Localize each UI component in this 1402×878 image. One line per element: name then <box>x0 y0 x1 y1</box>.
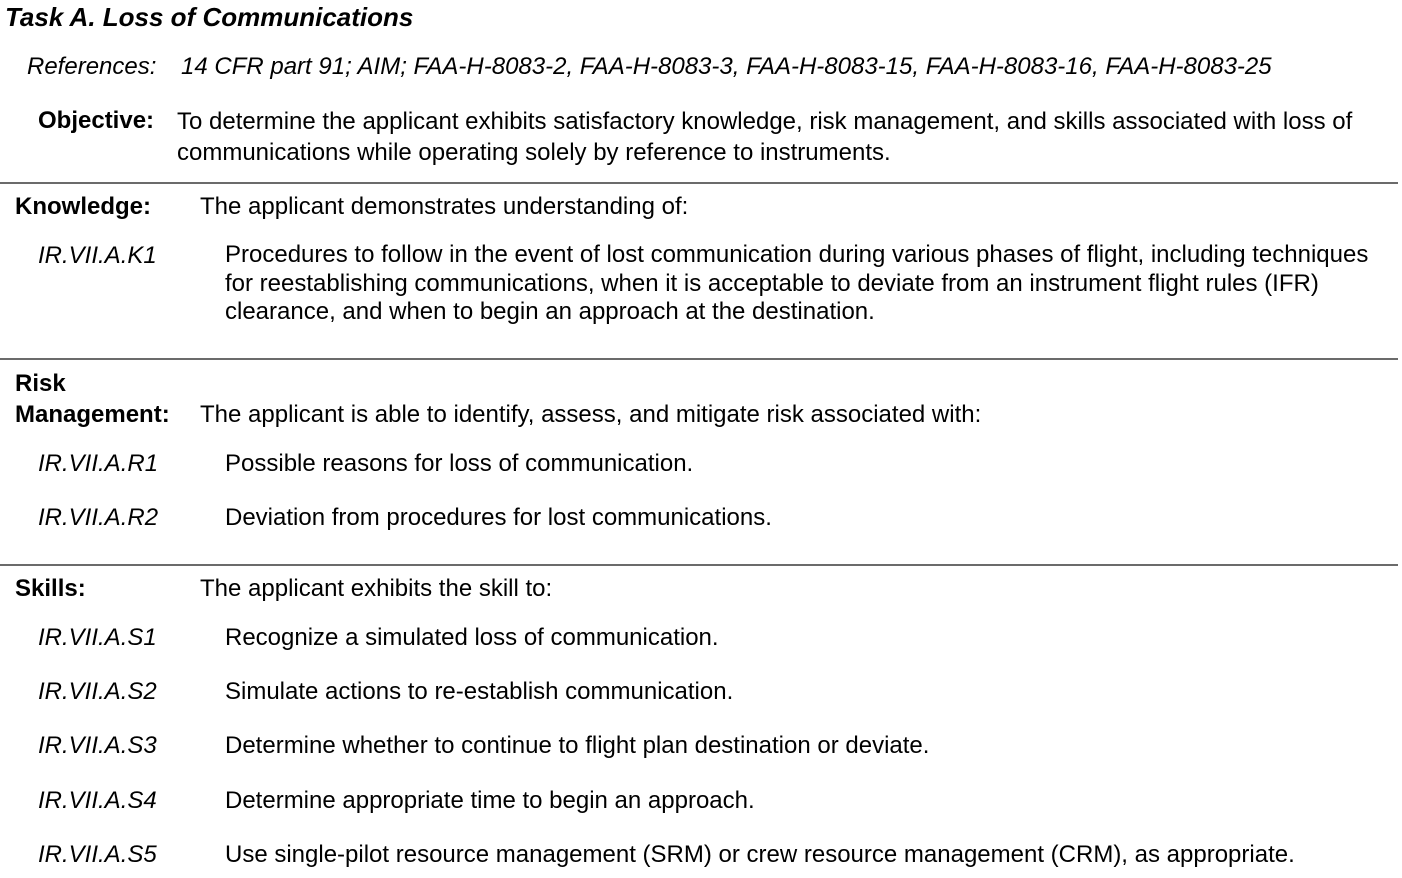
skill-item-code: IR.VII.A.S3 <box>38 732 157 759</box>
divider <box>0 564 1398 566</box>
objective-text: To determine the applicant exhibits satisfactory knowledge, risk management, and skills associated with loss of communications while operating solely by reference to instruments. <box>177 108 1353 166</box>
skill-item-text: Use single-pilot resource management (SRM) or crew resource management (CRM), as appropriate. <box>225 841 1295 868</box>
skills-intro: The applicant exhibits the skill to: <box>200 575 553 602</box>
skill-item-code: IR.VII.A.S1 <box>38 624 157 651</box>
divider <box>0 358 1398 360</box>
skill-item-text: Determine appropriate time to begin an approach. <box>225 787 755 814</box>
knowledge-label: Knowledge: <box>15 193 151 220</box>
skill-item-code: IR.VII.A.S2 <box>38 678 157 705</box>
references-text: 14 CFR part 91; AIM; FAA-H-8083-2, FAA-H-8083-3, FAA-H-8083-15, FAA-H-8083-16, FAA-H-8083-25 <box>181 53 1272 80</box>
skill-item-text: Simulate actions to re-establish communication. <box>225 678 734 705</box>
skills-label: Skills: <box>15 575 86 602</box>
references-label: References: <box>27 53 157 80</box>
skill-item-code: IR.VII.A.S5 <box>38 841 157 868</box>
knowledge-item-text: Procedures to follow in the event of lost communication during various phases of flight, including techniques for reestablishing communications, when it is acceptable to deviate from an instrument flight rules (IFR) clearance, and when to begin an approach at the destination. <box>225 241 1369 325</box>
skill-item-text: Recognize a simulated loss of communication. <box>225 624 719 651</box>
risk-management-intro: The applicant is able to identify, assess, and mitigate risk associated with: <box>200 401 982 428</box>
risk-item-code: IR.VII.A.R2 <box>38 504 159 531</box>
skill-item-text: Determine whether to continue to flight plan destination or deviate. <box>225 732 930 759</box>
divider <box>0 182 1398 184</box>
risk-management-label: Risk Management: <box>15 370 170 428</box>
risk-item-code: IR.VII.A.R1 <box>38 450 159 477</box>
task-title: Task A. Loss of Communications <box>5 2 414 32</box>
knowledge-intro: The applicant demonstrates understanding of: <box>200 193 689 220</box>
objective-label: Objective: <box>38 107 155 134</box>
risk-item-text: Deviation from procedures for lost communications. <box>225 504 772 531</box>
risk-item-text: Possible reasons for loss of communication. <box>225 450 694 477</box>
skill-item-code: IR.VII.A.S4 <box>38 787 157 814</box>
knowledge-item-code: IR.VII.A.K1 <box>38 242 157 269</box>
